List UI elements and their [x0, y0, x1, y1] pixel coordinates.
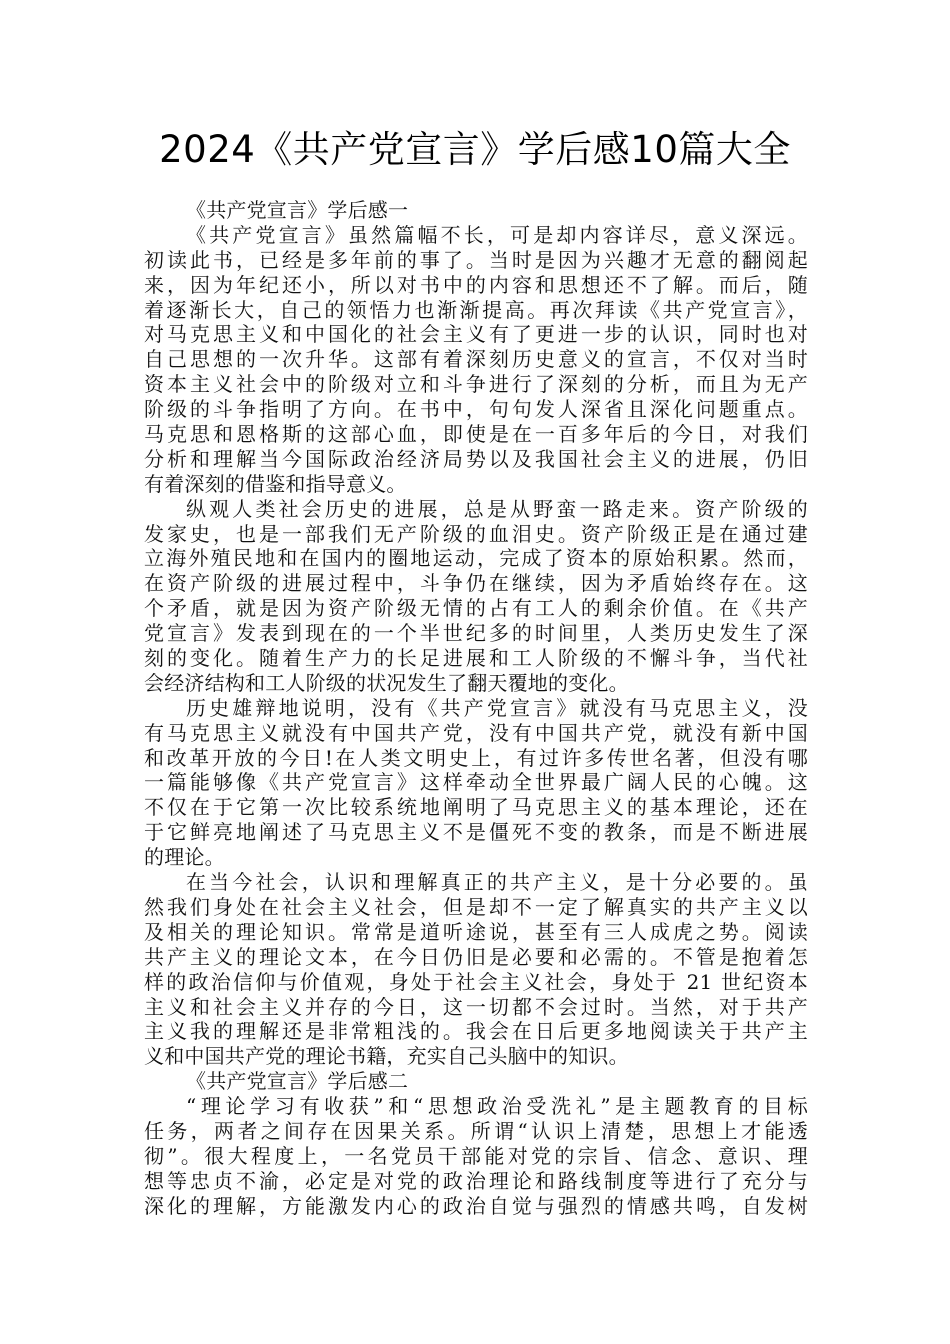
document-title: 2024《共产党宣言》学后感10篇大全 [159, 128, 791, 171]
text-line: 立海外殖民地和在国内的圈地运动，完成了资本的原始积累。然而， [144, 546, 808, 571]
text-line: 《共产党宣言》学后感一 [186, 198, 409, 222]
text-line: 历史雄辩地说明，没有《共产党宣言》就没有马克思主义，没 [186, 695, 808, 720]
text-line: 来，因为年纪还小，所以对书中的内容和思想还不了解。而后，随 [144, 272, 808, 297]
text-line: 于它鲜亮地阐述了马克思主义不是僵死不变的教条，而是不断进展 [144, 820, 808, 845]
text-line: 初读此书，已经是多年前的事了。当时是因为兴趣才无意的翻阅起 [144, 247, 808, 272]
text-line: 《共产党宣言》学后感二 [186, 1069, 409, 1094]
text-line: 分析和理解当今国际政治经济局势以及我国社会主义的进展，仍旧 [144, 446, 808, 471]
text-line: 和改革开放的今日!在人类文明史上，有过许多传世名著，但没有哪 [144, 745, 808, 770]
text-line: 会经济结构和工人阶级的状况发生了翻天覆地的变化。 [144, 670, 629, 695]
text-line: 《共产党宣言》虽然篇幅不长，可是却内容详尽，意义深远。 [186, 222, 808, 247]
text-line: 深化的理解，方能激发内心的政治自觉与强烈的情感共鸣，自发树 [144, 1193, 808, 1218]
text-line: 马克思和恩格斯的这部心血，即使是在一百多年后的今日，对我们 [144, 422, 808, 447]
text-line: 有着深刻的借鉴和指导意义。 [144, 471, 407, 496]
text-line: 共产主义的理论文本，在今日仍旧是必要和必需的。不管是抱着怎 [144, 944, 808, 969]
text-line: 义和中国共产党的理论书籍，充实自己头脑中的知识。 [144, 1044, 629, 1069]
text-line: “理论学习有收获”和“思想政治受洗礼”是主题教育的目标 [186, 1094, 808, 1119]
text-line: 主义我的理解还是非常粗浅的。我会在日后更多地阅读关于共产主 [144, 1019, 808, 1044]
text-line: 资本主义社会中的阶级对立和斗争进行了深刻的分析，而且为无产 [144, 372, 808, 397]
text-line: 主义和社会主义并存的今日，这一切都不会过时。当然，对于共产 [144, 994, 808, 1019]
text-line: 的理论。 [144, 845, 225, 870]
text-line: 阶级的斗争指明了方向。在书中，句句发人深省且深化问题重点。 [144, 397, 808, 422]
text-line: 刻的变化。随着生产力的长足进展和工人阶级的不懈斗争，当代社 [144, 646, 808, 671]
text-line: 想等忠贞不渝，必定是对党的政治理论和路线制度等进行了充分与 [144, 1168, 808, 1193]
text-line: 在当今社会，认识和理解真正的共产主义，是十分必要的。虽 [186, 870, 808, 895]
document-body [144, 198, 808, 1219]
text-line: 及相关的理论知识。常常是道听途说，甚至有三人成虎之势。阅读 [144, 919, 808, 944]
text-line: 在资产阶级的进展过程中，斗争仍在继续，因为矛盾始终存在。这 [144, 571, 808, 596]
text-line: 不仅在于它第一次比较系统地阐明了马克思主义的基本理论，还在 [144, 795, 808, 820]
text-line: 有马克思主义就没有中国共产党，没有中国共产党，就没有新中国 [144, 720, 808, 745]
text-line: 党宣言》发表到现在的一个半世纪多的时间里，人类历史发生了深 [144, 621, 808, 646]
text-line: 彻”。很大程度上，一名党员干部能对党的宗旨、信念、意识、理 [144, 1143, 808, 1168]
text-line: 个矛盾，就是因为资产阶级无情的占有工人的剩余价值。在《共产 [144, 596, 808, 621]
text-line: 一篇能够像《共产党宣言》这样牵动全世界最广阔人民的心魄。这 [144, 770, 808, 795]
text-line: 样的政治信仰与价值观，身处于社会主义社会，身处于 21 世纪资本 [144, 969, 808, 994]
text-line: 任务，两者之间存在因果关系。所谓“认识上清楚，思想上才能透 [144, 1118, 808, 1143]
text-line: 发家史，也是一部我们无产阶级的血泪史。资产阶级正是在通过建 [144, 521, 808, 546]
text-line: 自己思想的一次升华。这部有着深刻历史意义的宣言，不仅对当时 [144, 347, 808, 372]
text-line: 纵观人类社会历史的进展，总是从野蛮一路走来。资产阶级的 [186, 496, 808, 521]
text-line: 着逐渐长大，自己的领悟力也渐渐提高。再次拜读《共产党宣言》， [144, 297, 808, 322]
text-line: 对马克思主义和中国化的社会主义有了更进一步的认识，同时也对 [144, 322, 808, 347]
text-line: 然我们身处在社会主义社会，但是却不一定了解真实的共产主义以 [144, 894, 808, 919]
